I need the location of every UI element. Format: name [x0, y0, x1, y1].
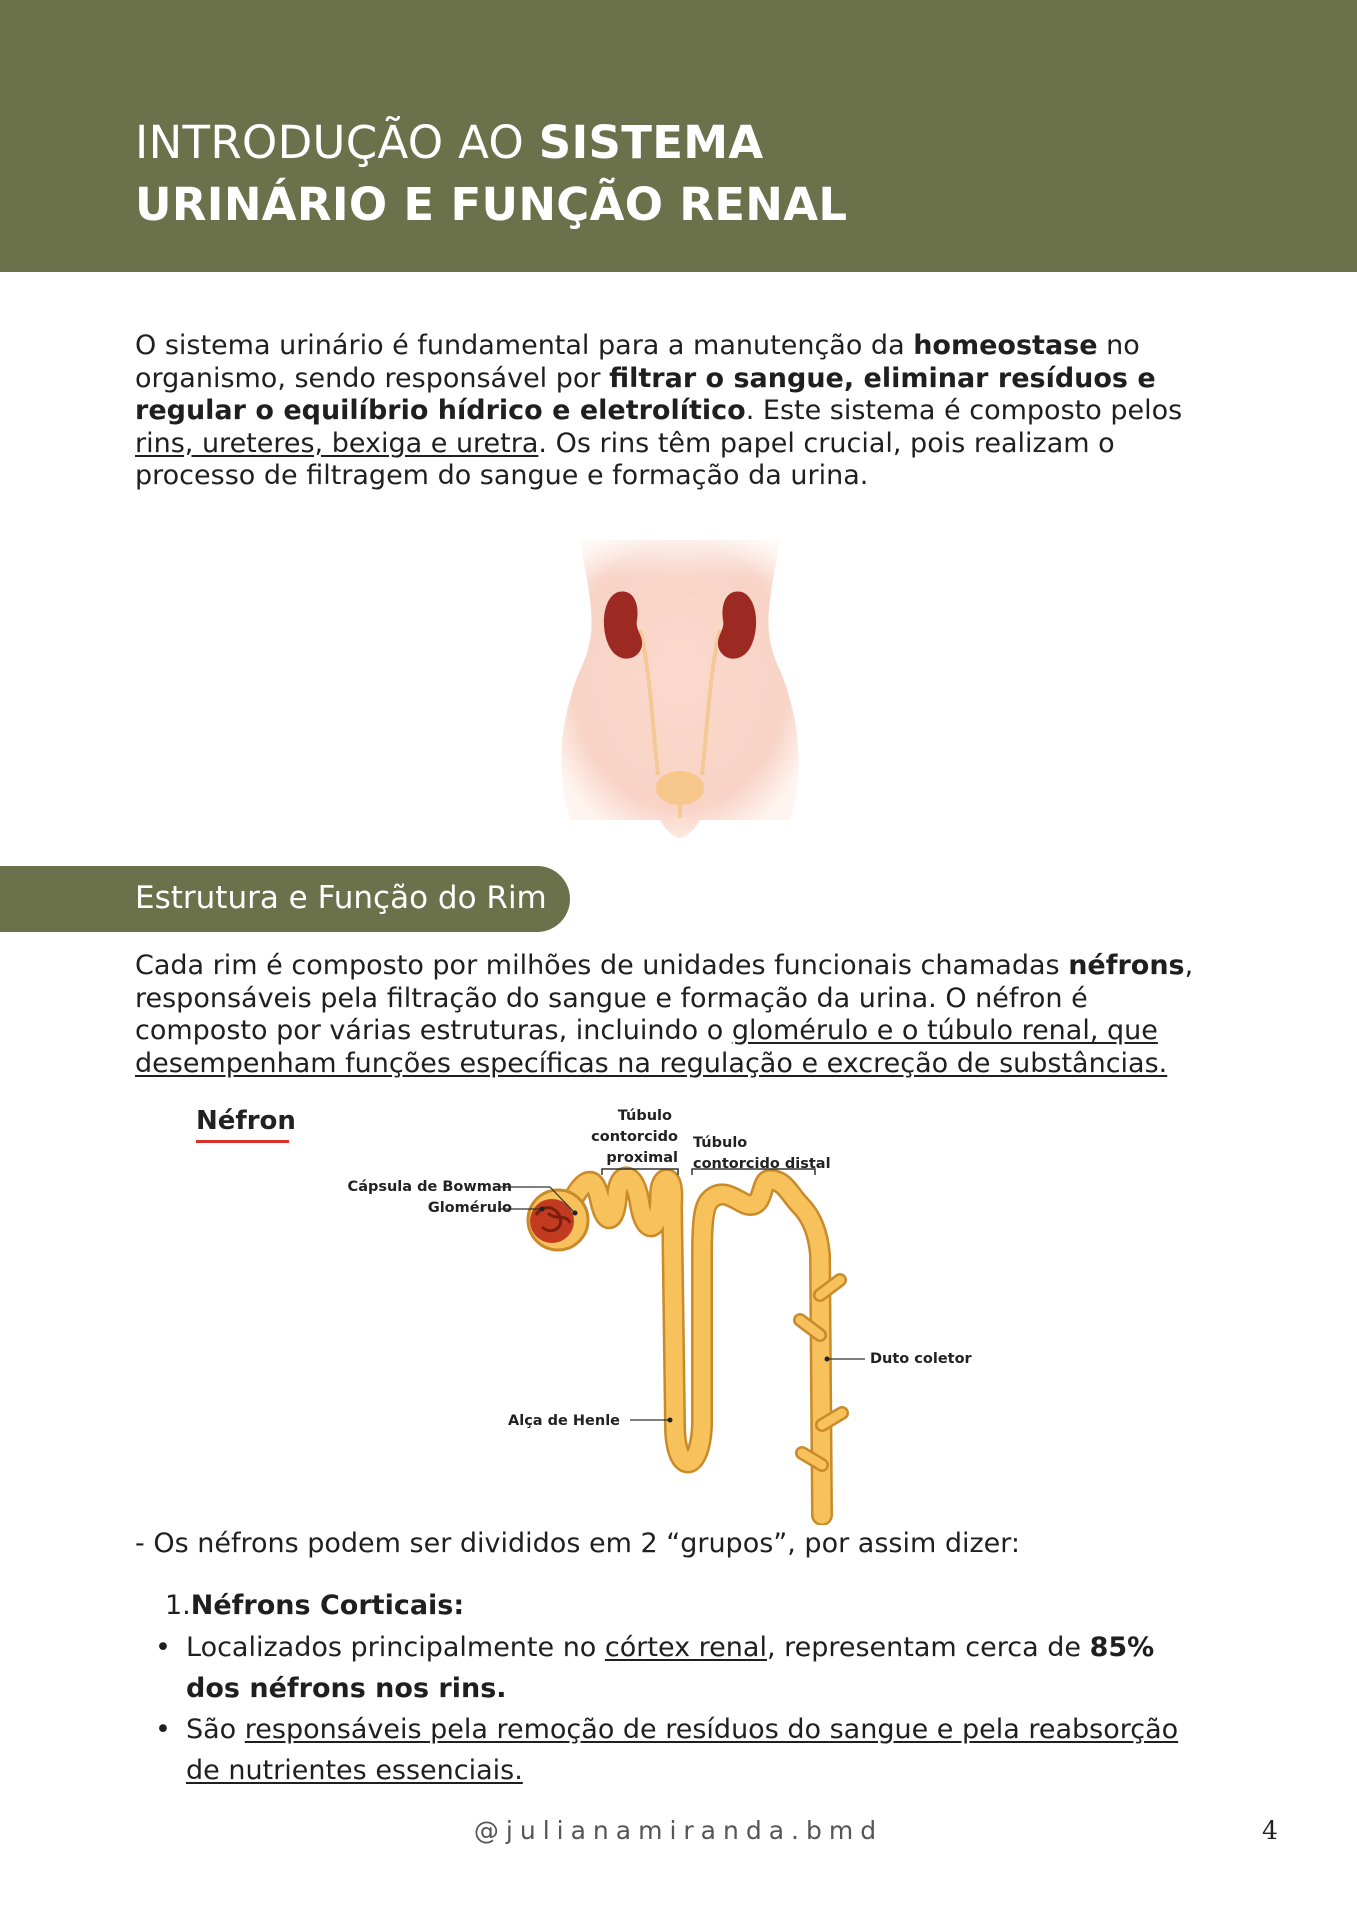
label-proximal-2: contorcido	[591, 1129, 678, 1145]
bullet-item-2	[155, 1709, 1215, 1791]
title-normal: INTRODUÇÃO AO	[135, 116, 539, 169]
structure-text: Cada rim é composto por milhões de unidades funcionais chamadas	[135, 950, 1069, 981]
bullet-text	[155, 1627, 1215, 1709]
bullet-bold: 85% dos néfrons nos rins.	[186, 1632, 1155, 1704]
bullet-dot: •	[155, 1714, 171, 1745]
intro-text: . Os rins têm papel crucial, pois realizam o processo de filtragem do sangue e formação da urina.	[135, 427, 1115, 491]
label-collecting-duct: Duto coletor	[870, 1351, 972, 1367]
page-title	[135, 112, 847, 236]
structure-text: , responsáveis pela filtração do sangue e formação da urina. O néfron é composto por várias estruturas, incluindo o	[135, 950, 1194, 1046]
bladder	[656, 771, 704, 805]
urinary-system-illustration	[540, 520, 820, 845]
label-distal-2: contorcido distal	[693, 1156, 831, 1172]
label-glomerulus: Glomérulo	[427, 1200, 512, 1216]
item-title: Néfrons Corticais:	[190, 1590, 465, 1621]
bullet-plain: São	[186, 1714, 245, 1745]
nephron-diagram	[330, 1095, 1010, 1525]
intro-paragraph	[135, 330, 1225, 493]
bullet-plain: Localizados principalmente no	[186, 1632, 605, 1663]
title-bold-1: SISTEMA	[538, 116, 764, 169]
label-proximal-3: proximal	[606, 1150, 678, 1166]
intro-text: O sistema urinário é fundamental para a manutenção da	[135, 330, 914, 361]
page-header	[0, 0, 1357, 272]
structure-underline: glomérulo e o túbulo renal, que desempenham funções específicas na regulação e excreção de substâncias.	[135, 1015, 1168, 1079]
bullet-underline: responsáveis pela remoção de resíduos do sangue e pela reabsorção de nutrientes essenciais.	[186, 1714, 1179, 1786]
bullet-plain: , representam cerca de	[766, 1632, 1090, 1663]
intro-text: no organismo, sendo responsável por	[135, 330, 1140, 394]
ordered-item-1	[165, 1590, 464, 1621]
intro-underline: rins, ureteres, bexiga e uretra	[135, 427, 539, 459]
nephron-figure-title: Néfron	[196, 1106, 296, 1136]
label-henle: Alça de Henle	[508, 1413, 620, 1429]
bullet-underline: córtex renal	[604, 1632, 767, 1663]
footer-handle: @julianamiranda.bmd	[473, 1816, 884, 1845]
structure-paragraph	[135, 950, 1225, 1080]
structure-bold: néfrons	[1068, 950, 1185, 981]
nephron-title-underline	[196, 1140, 289, 1143]
bullet-item-1	[155, 1627, 1215, 1709]
intro-bold: homeostase	[913, 330, 1098, 361]
section-heading	[0, 866, 570, 932]
intro-text: . Este sistema é composto pelos	[745, 395, 1183, 426]
title-bold-2: URINÁRIO E FUNÇÃO RENAL	[135, 178, 848, 231]
page-number: 4	[1262, 1816, 1278, 1845]
section-heading-text: Estrutura e Função do Rim	[135, 880, 547, 916]
groups-intro: - Os néfrons podem ser divididos em 2 “grupos”, por assim dizer:	[135, 1528, 1020, 1559]
bullet-text	[155, 1709, 1215, 1791]
label-proximal-1: Túbulo	[617, 1108, 672, 1124]
intro-bold: filtrar o sangue, eliminar resíduos e regular o equilíbrio hídrico e eletrolítico	[135, 362, 1156, 426]
item-number: 1.	[165, 1590, 191, 1621]
label-distal-1: Túbulo	[693, 1135, 748, 1151]
bullet-dot: •	[155, 1632, 171, 1663]
label-bowman: Cápsula de Bowman	[347, 1179, 512, 1195]
